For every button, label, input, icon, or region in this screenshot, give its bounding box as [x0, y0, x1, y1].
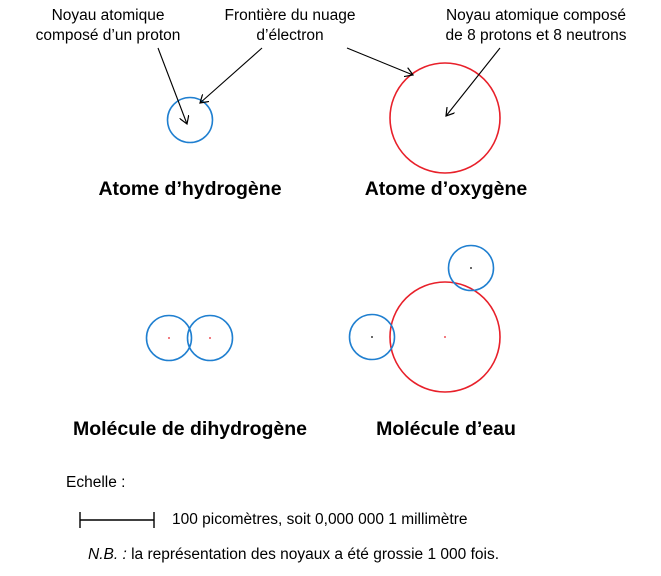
cloud-boundary-label-line2: d’électron: [256, 27, 324, 44]
arrow-nucleus-h: [158, 48, 187, 124]
note: [88, 545, 499, 565]
note-prefix: N.B. :: [88, 546, 127, 563]
water-hydrogen-nucleus-left: [371, 336, 373, 338]
oxygen-atom-cloud: [390, 63, 500, 173]
note-text: la représentation des noyaux a été grossie 1 000 fois.: [126, 546, 500, 563]
dihydrogen-nucleus-left: [168, 337, 170, 339]
hydrogen-atom-cloud: [168, 98, 213, 143]
title-water-molecule: Molécule d’eau: [376, 418, 516, 440]
title-dihydrogen-molecule: Molécule de dihydrogène: [72, 418, 308, 440]
arrow-nucleus-o: [446, 48, 500, 116]
nucleus-o-label-line2: de 8 protons et 8 neutrons: [445, 27, 627, 44]
nucleus-o-label-line1: Noyau atomique composé: [445, 7, 627, 24]
scale-label: Echelle :: [66, 474, 126, 491]
scale-bar-text: 100 picomètres, soit 0,000 000 1 millimètre: [172, 511, 468, 528]
scale-bar: [80, 512, 154, 528]
title-hydrogen-atom: Atome d’hydrogène: [98, 178, 282, 200]
water-oxygen-nucleus: [444, 336, 446, 338]
arrow-cloud-boundary-h: [200, 48, 262, 103]
nucleus-h-label-line2: composé d’un proton: [35, 27, 181, 44]
dihydrogen-nucleus-right: [209, 337, 211, 339]
arrow-cloud-boundary-o: [347, 48, 413, 75]
water-hydrogen-nucleus-top: [470, 267, 472, 269]
cloud-boundary-label-line1: Frontière du nuage: [224, 7, 356, 24]
nucleus-h-label-line1: Noyau atomique: [51, 7, 165, 24]
title-oxygen-atom: Atome d’oxygène: [364, 178, 528, 200]
